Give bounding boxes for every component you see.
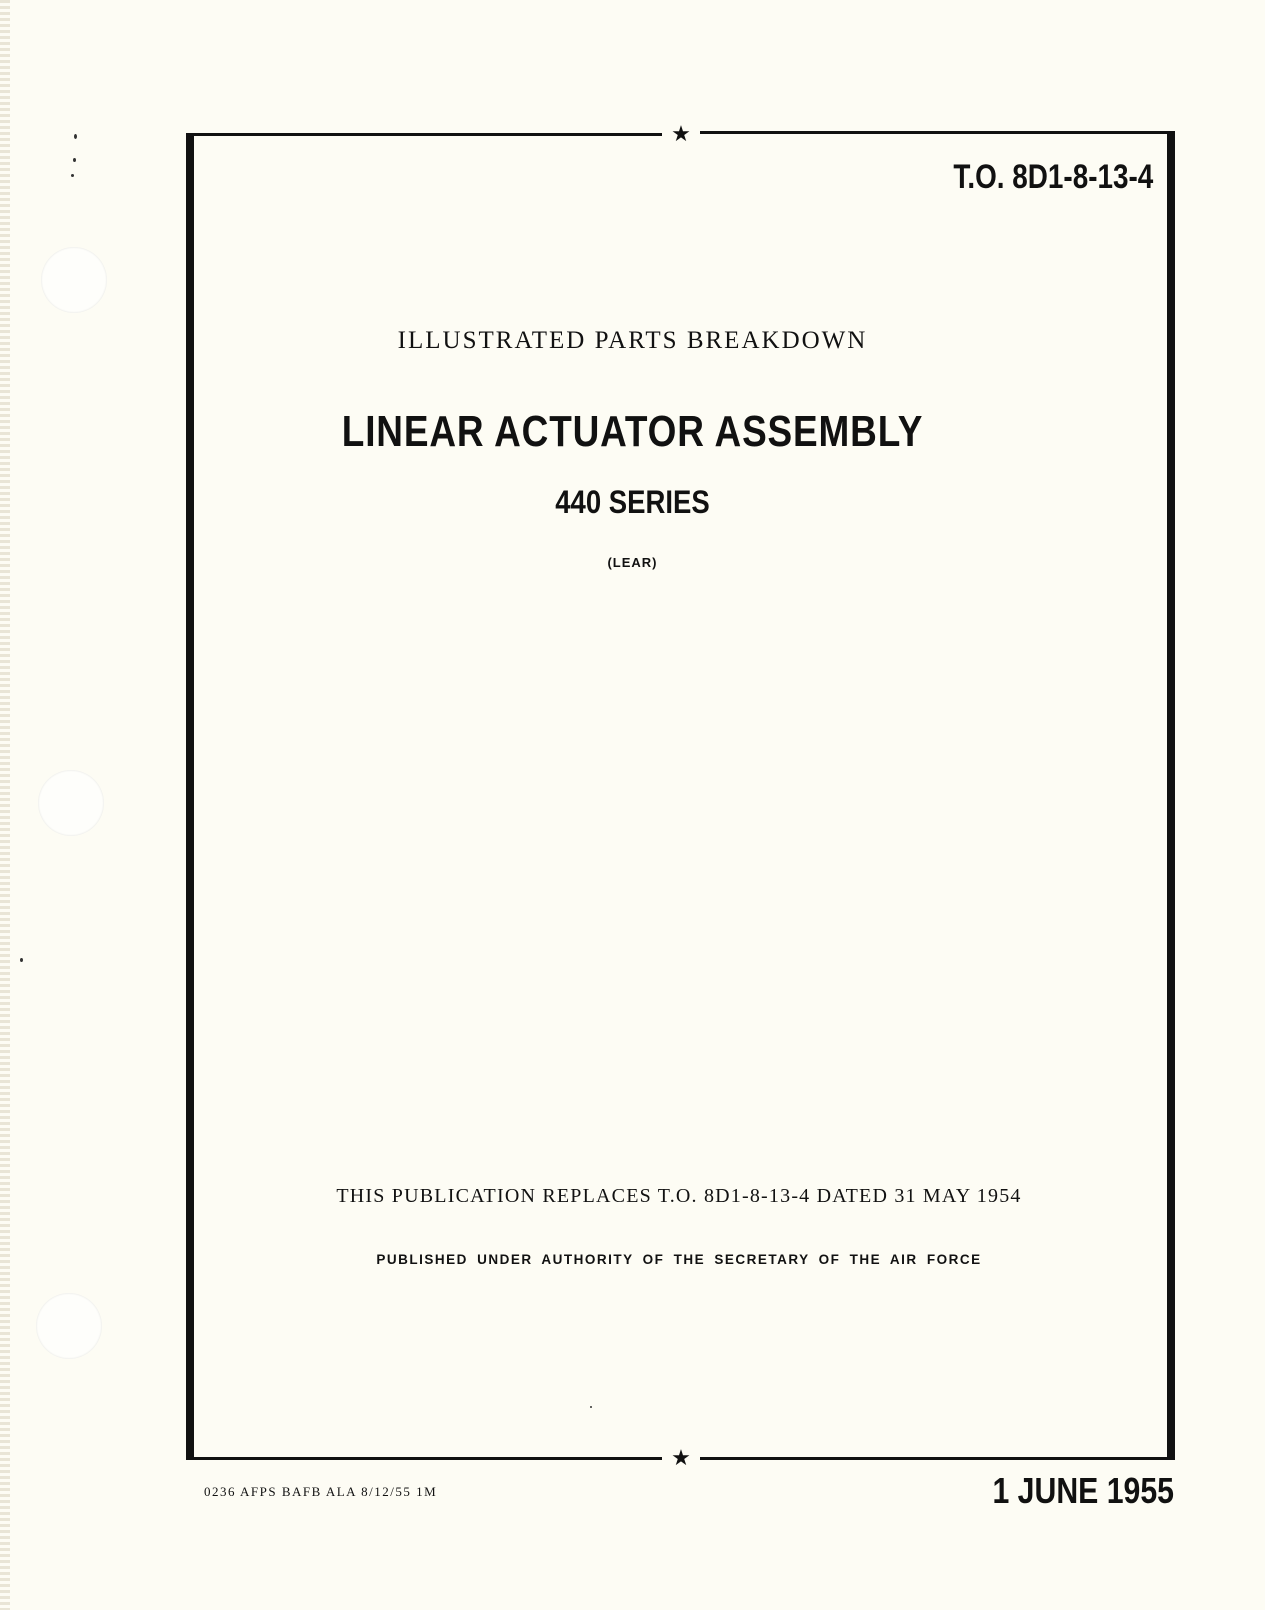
series-label: 440 SERIES [555,484,710,520]
punch-hole-top [41,247,107,313]
page-left-edge [0,0,10,1610]
technical-order-number: T.O. 8D1-8-13-4 [953,158,1154,196]
scan-speck [71,174,74,177]
frame-bottom-rule-left [186,1457,662,1460]
publication-date: 1 JUNE 1955 [992,1470,1174,1511]
scan-speck [20,958,23,962]
print-code: 0236 AFPS BAFB ALA 8/12/55 1M [204,1484,438,1499]
document-title: LINEAR ACTUATOR ASSEMBLY [341,407,924,456]
punch-hole-bottom [36,1293,102,1359]
supersession-notice: THIS PUBLICATION REPLACES T.O. 8D1-8-13-4 DATED 31 MAY 1954 [336,1185,1022,1207]
scan-speck [590,1406,592,1408]
scan-speck [74,134,77,139]
manufacturer-label: (LEAR) [607,555,658,570]
frame-bottom-rule-right [700,1457,1175,1460]
scan-speck [73,158,76,162]
frame-top-star-icon: ★ [671,122,691,147]
authority-notice: PUBLISHED UNDER AUTHORITY OF THE SECRETARY OF THE AIR FORCE [376,1252,982,1267]
document-subtitle: ILLUSTRATED PARTS BREAKDOWN [397,327,868,354]
frame-top-rule-left [186,133,662,136]
frame-bottom-star-icon: ★ [671,1446,691,1471]
frame-top-rule-right [700,131,1175,134]
punch-hole-middle [38,770,104,836]
